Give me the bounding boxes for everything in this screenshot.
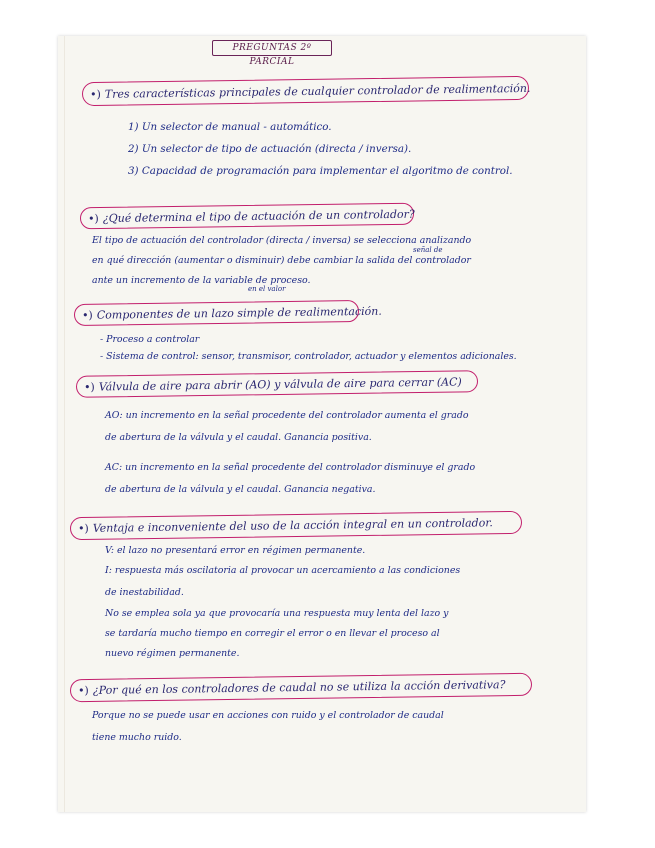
answer-5-line-5: se tardaría mucho tiempo en corregir el error o en llevar el proceso al <box>105 628 440 639</box>
answer-6-line-2: tiene mucho ruido. <box>92 732 182 743</box>
answer-5-line-1: V: el lazo no presentará error en régimen permanente. <box>105 545 366 556</box>
answer-5-line-2: I: respuesta más oscilatoria al provocar un acercamiento a las condiciones <box>105 565 461 576</box>
answer-2-insertion-1: señal de <box>413 246 443 254</box>
question-box-5 <box>70 511 522 540</box>
answer-1-line-3: 3) Capacidad de programación para implementar el algoritmo de control. <box>128 165 513 177</box>
answer-3-line-1: - Proceso a controlar <box>100 334 200 345</box>
page-title: PREGUNTAS 2º PARCIAL <box>212 40 332 56</box>
margin-line <box>64 36 65 812</box>
answer-5-line-3: de inestabilidad. <box>105 587 184 598</box>
bullet-mark: •) <box>77 683 89 698</box>
question-box-1 <box>82 76 529 106</box>
notebook-page <box>58 36 586 812</box>
answer-2-line-2: en qué dirección (aumentar o disminuir) debe cambiar la salida del controlador <box>92 255 471 266</box>
answer-2-insertion-2: en el valor <box>248 285 286 293</box>
answer-4-line-2: de abertura de la válvula y el caudal. Ganancia positiva. <box>105 432 372 443</box>
question-box-4 <box>76 370 478 398</box>
question-box-3 <box>74 300 382 326</box>
answer-3-line-2: - Sistema de control: sensor, transmisor, controlador, actuador y elementos adicionales. <box>100 351 517 362</box>
question-5: Ventaja e inconveniente del uso de la acción integral en un controlador. <box>92 516 493 535</box>
answer-2-line-3: ante un incremento de la variable de proceso. <box>92 275 311 286</box>
question-4: Válvula de aire para abrir (AO) y válvula de aire para cerrar (AC) <box>98 374 462 393</box>
bullet-mark: •) <box>81 308 93 322</box>
question-2: ¿Qué determina el tipo de actuación de un controlador? <box>102 207 415 225</box>
bullet-mark: •) <box>83 380 95 394</box>
question-1: Tres características principales de cualquier controlador de realimentación. <box>104 81 531 101</box>
answer-4-line-4: de abertura de la válvula y el caudal. Ganancia negativa. <box>105 484 376 495</box>
answer-6-line-1: Porque no se puede usar en acciones con ruido y el controlador de caudal <box>92 710 444 721</box>
question-box-2 <box>80 203 414 230</box>
answer-4-line-1: AO: un incremento en la señal procedente del controlador aumenta el grado <box>105 410 469 421</box>
answer-1-line-1: 1) Un selector de manual - automático. <box>128 121 332 133</box>
bullet-mark: •) <box>89 87 101 101</box>
question-6: ¿Por qué en los controladores de caudal no se utiliza la acción derivativa? <box>92 678 506 697</box>
answer-5-line-6: nuevo régimen permanente. <box>105 648 240 659</box>
question-3: Componentes de un lazo simple de realimentación. <box>96 304 382 322</box>
answer-5-line-4: No se emplea sola ya que provocaría una respuesta muy lenta del lazo y <box>105 608 449 619</box>
question-box-6 <box>70 673 532 702</box>
answer-2-line-1: El tipo de actuación del controlador (directa / inversa) se selecciona analizando <box>92 235 472 246</box>
answer-1-line-2: 2) Un selector de tipo de actuación (directa / inversa). <box>128 143 412 155</box>
answer-4-line-3: AC: un incremento en la señal procedente del controlador disminuye el grado <box>105 462 476 473</box>
bullet-mark: •) <box>87 211 99 225</box>
bullet-mark: •) <box>77 521 89 536</box>
